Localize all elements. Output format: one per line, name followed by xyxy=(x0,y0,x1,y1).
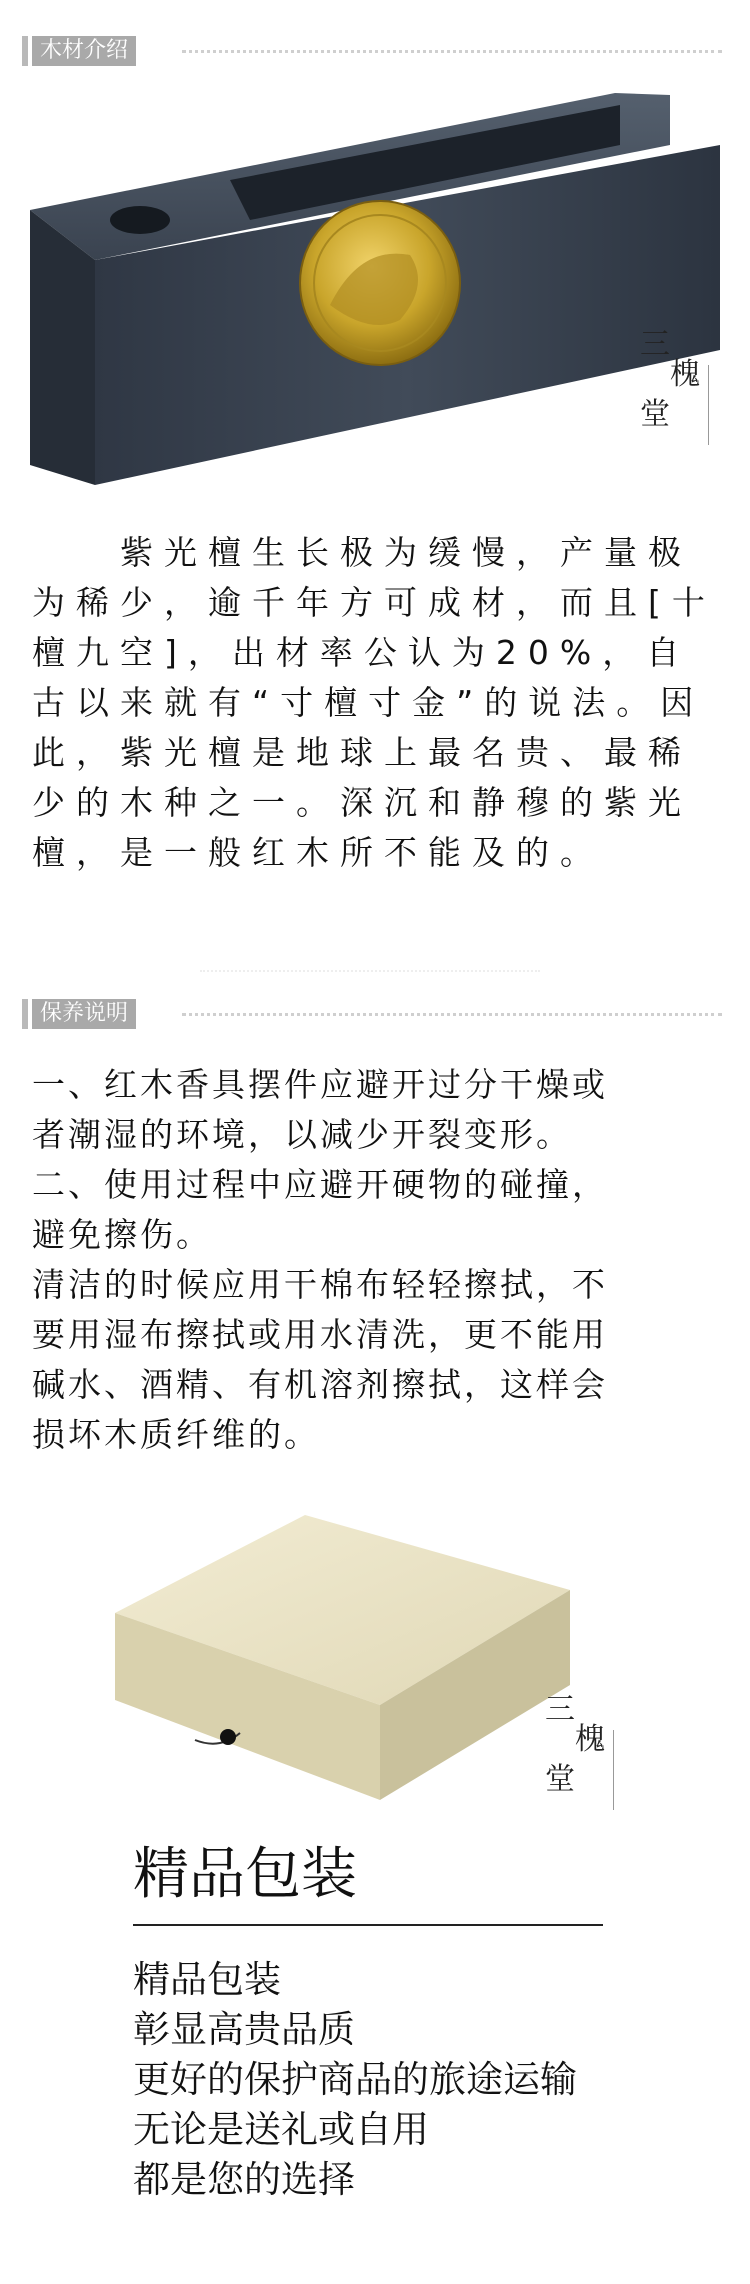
seal-char: 三 xyxy=(640,327,670,362)
care-line: 者潮湿的环境，以减少开裂变形。 xyxy=(32,1115,572,1154)
seal-mark xyxy=(545,1690,635,1810)
seal-char: 三 xyxy=(545,1692,575,1727)
section-header-material xyxy=(22,32,722,70)
dotted-divider xyxy=(182,50,722,53)
care-line: 清洁的时候应用干棉布轻轻擦拭，不 xyxy=(32,1265,608,1304)
incense-holder-photo xyxy=(30,85,720,495)
care-line: 损坏木质纤维的。 xyxy=(32,1415,320,1454)
material-description: 紫光檀生长极为缓慢，产量极为稀少，逾千年方可成材，而且[十檀九空]，出材率公认为20%，自古以来就有“寸檀寸金”的说法。因此，紫光檀是地球上最名贵、最稀少的木种之一。深沉和静穆的紫光檀，是一般红木所不能及的。 xyxy=(32,533,716,872)
packaging-description xyxy=(133,1955,577,2205)
section-tag: 保养说明 xyxy=(32,999,136,1029)
care-line: 二、使用过程中应避开硬物的碰撞， xyxy=(32,1165,608,1204)
packaging-line: 都是您的选择 xyxy=(133,2158,355,2201)
box-bead xyxy=(220,1729,236,1745)
seal-char: 堂 xyxy=(545,1762,575,1797)
packaging-rule xyxy=(133,1924,603,1926)
packaging-line: 彰显高贵品质 xyxy=(133,2008,355,2051)
section-bar xyxy=(22,36,28,66)
section-bar xyxy=(22,999,28,1029)
care-line: 一、红木香具摆件应避开过分干燥或 xyxy=(32,1065,608,1104)
care-line: 碱水、酒精、有机溶剂擦拭，这样会 xyxy=(32,1365,608,1404)
incense-hole xyxy=(110,206,170,234)
packaging-line: 无论是送礼或自用 xyxy=(133,2108,429,2151)
care-instructions xyxy=(32,1060,722,1460)
seal-mark xyxy=(630,325,720,445)
packaging-title: 精品包装 xyxy=(133,1842,357,1907)
care-line: 要用湿布擦拭或用水清洗，更不能用 xyxy=(32,1315,608,1354)
packaging-line: 更好的保护商品的旅途运输 xyxy=(133,2058,577,2101)
dotted-divider xyxy=(182,1013,722,1016)
seal-char: 槐 xyxy=(575,1722,605,1757)
packaging-line: 精品包装 xyxy=(133,1958,281,2001)
seal-char: 堂 xyxy=(640,397,670,432)
section-header-care xyxy=(22,995,722,1033)
care-line: 避免擦伤。 xyxy=(32,1215,212,1254)
section-tag: 木材介绍 xyxy=(32,36,136,66)
faint-divider xyxy=(200,970,540,976)
seal-char: 槐 xyxy=(670,357,700,392)
